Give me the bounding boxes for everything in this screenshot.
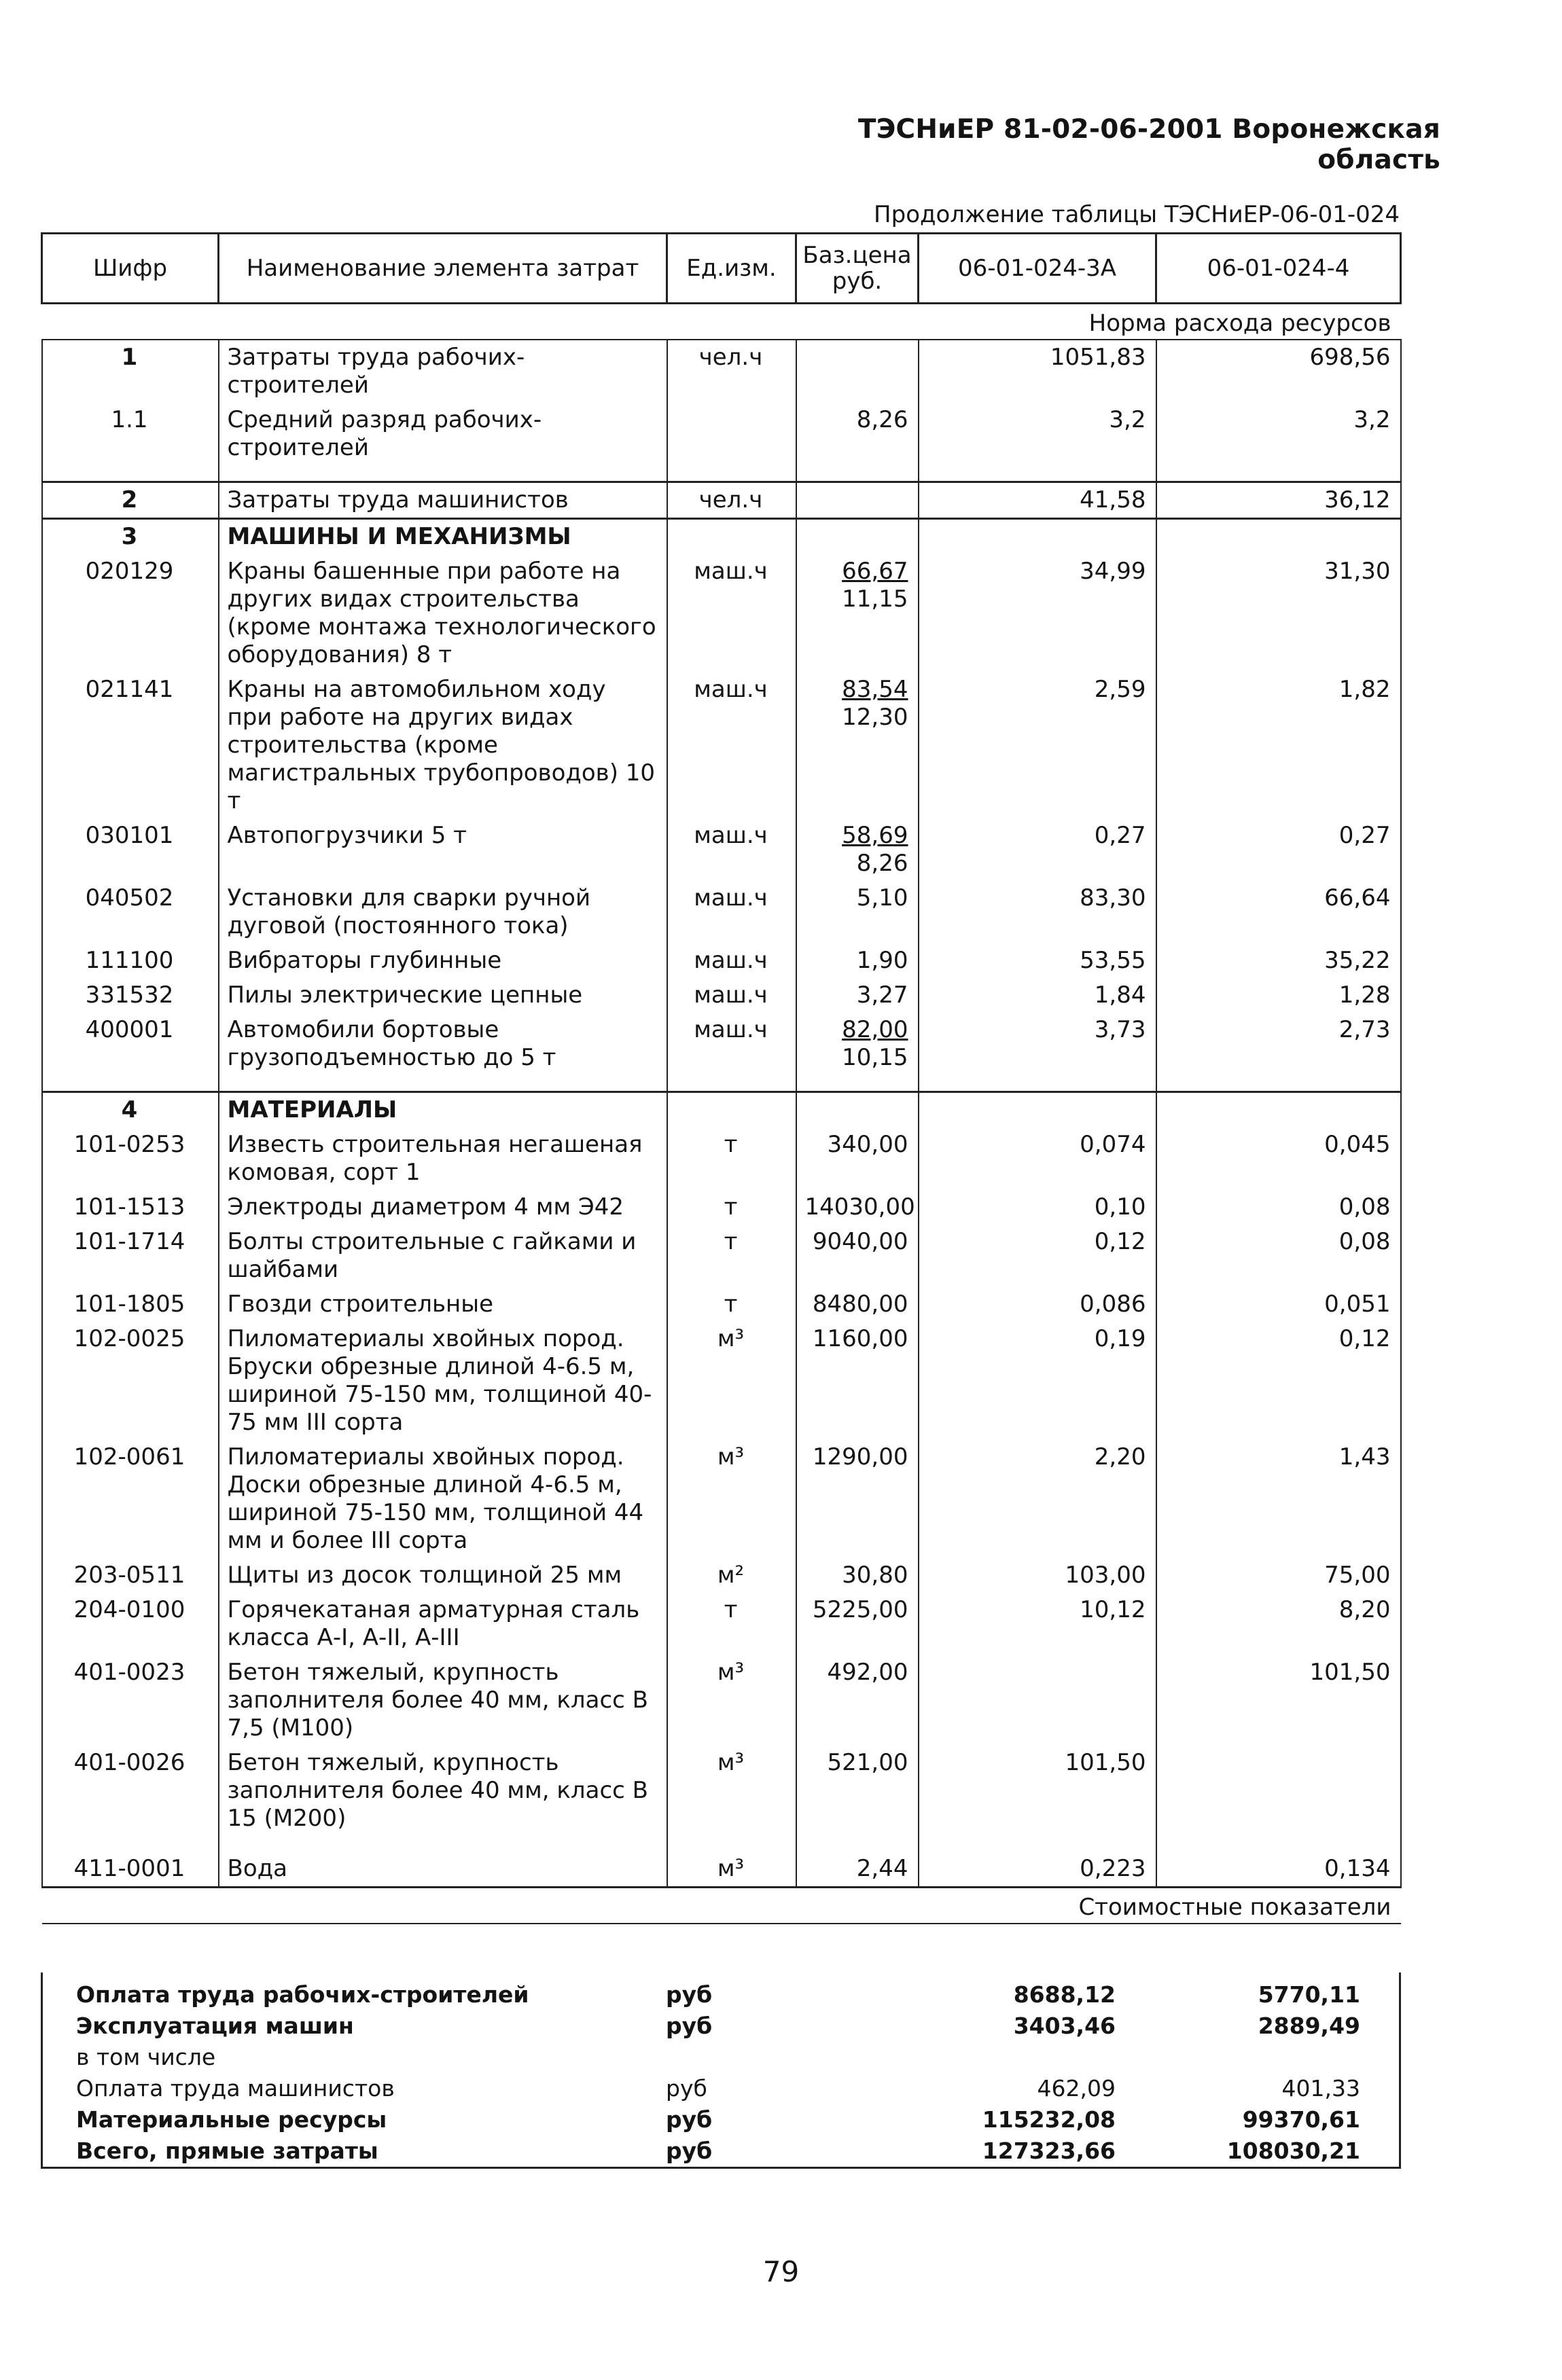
row-value-a: 0,10 (919, 1190, 1156, 1225)
row-value-a: 1051,83 (919, 340, 1156, 403)
total-value-a: 462,09 (1037, 2075, 1116, 2102)
total-value-a: 127323,66 (982, 2138, 1116, 2164)
empty-cell (667, 519, 796, 555)
column-header-unit: Ед.изм. (667, 234, 796, 304)
row-name: Затраты труда машинистов (219, 482, 667, 519)
empty-cell (667, 1092, 796, 1128)
row-unit: маш.ч (667, 818, 796, 881)
row-code: 204-0100 (42, 1593, 219, 1655)
table-row (42, 1852, 1401, 1888)
row-name: Электроды диаметром 4 мм Э42 (219, 1190, 667, 1225)
row-name: Известь строительная негашеная комовая, сорт 1 (219, 1128, 667, 1190)
table-row (42, 1440, 1401, 1558)
row-value-b: 698,56 (1156, 340, 1401, 403)
table-row (42, 1593, 1401, 1655)
total-label: Материальные ресурсы (76, 2106, 387, 2133)
row-price (796, 554, 919, 672)
row-price (796, 818, 919, 881)
row-code: 2 (42, 482, 219, 519)
row-code: 101-1805 (42, 1287, 219, 1322)
row-value-a: 101,50 (919, 1746, 1156, 1852)
row-value-a: 0,223 (919, 1852, 1156, 1888)
table-row (42, 1558, 1401, 1593)
row-unit: м³ (667, 1655, 796, 1746)
totals-table (41, 1979, 1400, 2167)
norm-label: Норма расхода ресурсов (42, 304, 1401, 340)
section-title: МАШИНЫ И МЕХАНИЗМЫ (219, 519, 667, 555)
row-value-a: 1,84 (919, 978, 1156, 1013)
row-code: 020129 (42, 554, 219, 672)
total-value-b: 2889,49 (1258, 2013, 1360, 2039)
row-name: Болты строительные с гайками и шайбами (219, 1225, 667, 1287)
row-name: Затраты труда рабочих-строителей (219, 340, 667, 403)
total-row (41, 2135, 1400, 2167)
row-name: Установки для сварки ручной дуговой (постоянного тока) (219, 881, 667, 943)
row-unit: м³ (667, 1852, 796, 1888)
row-value-b: 0,134 (1156, 1852, 1401, 1888)
column-header-code: Шифр (42, 234, 219, 304)
empty-cell (919, 1092, 1156, 1128)
total-value-b: 108030,21 (1226, 2138, 1360, 2164)
table-row (42, 1746, 1401, 1852)
row-value-b: 1,82 (1156, 672, 1401, 818)
cost-section-row (42, 1888, 1401, 1924)
empty-cell (796, 1092, 919, 1128)
row-price: 521,00 (796, 1746, 919, 1852)
total-row (41, 2104, 1400, 2135)
total-unit: руб (666, 2106, 713, 2133)
total-row (41, 2073, 1400, 2104)
table-row (42, 881, 1401, 943)
table-header-row (42, 234, 1401, 304)
price-value: 1,90 (856, 947, 908, 974)
row-code: 021141 (42, 672, 219, 818)
row-value-a: 0,27 (919, 818, 1156, 881)
row-value-b: 66,64 (1156, 881, 1401, 943)
row-unit: т (667, 1287, 796, 1322)
row-value-a: 2,59 (919, 672, 1156, 818)
row-value-b: 0,12 (1156, 1322, 1401, 1440)
row-value-b: 8,20 (1156, 1593, 1401, 1655)
row-code: 401-0026 (42, 1746, 219, 1852)
section-code: 4 (42, 1092, 219, 1128)
row-code: 400001 (42, 1013, 219, 1092)
row-price: 1160,00 (796, 1322, 919, 1440)
row-code: 102-0061 (42, 1440, 219, 1558)
norm-section-row (42, 304, 1401, 340)
row-price (796, 881, 919, 943)
total-value-b: 401,33 (1281, 2075, 1360, 2102)
row-unit: чел.ч (667, 340, 796, 403)
column-header-col-a: 06-01-024-3А (919, 234, 1156, 304)
page-header: ТЭСНиЕР 81-02-06-2001 Воронежская область (857, 114, 1440, 175)
row-unit: т (667, 1225, 796, 1287)
row-value-a: 0,086 (919, 1287, 1156, 1322)
table-row (42, 1322, 1401, 1440)
row-value-b: 1,28 (1156, 978, 1401, 1013)
empty-cell (919, 519, 1156, 555)
section-code: 3 (42, 519, 219, 555)
row-code: 040502 (42, 881, 219, 943)
row-value-b (1156, 1746, 1401, 1852)
total-value-b: 5770,11 (1258, 1981, 1360, 2008)
row-unit: м³ (667, 1440, 796, 1558)
table-row (42, 943, 1401, 978)
price-value: 3,27 (856, 981, 908, 1009)
materials-section-row (42, 1092, 1401, 1128)
row-value-a: 83,30 (919, 881, 1156, 943)
total-value-a: 115232,08 (982, 2106, 1116, 2133)
column-header-col-b: 06-01-024-4 (1156, 234, 1401, 304)
row-name: Гвозди строительные (219, 1287, 667, 1322)
row-value-a: 0,074 (919, 1128, 1156, 1190)
row-name: Пиломатериалы хвойных пород. Доски обрезные длиной 4-6.5 м, шириной 75-150 мм, толщиной 44 мм и более III сорта (219, 1440, 667, 1558)
table-row (42, 672, 1401, 818)
price-value: 66,67 (842, 558, 908, 585)
table-row (42, 978, 1401, 1013)
row-value-b: 31,30 (1156, 554, 1401, 672)
table-row (42, 1013, 1401, 1092)
total-value-a: 3403,46 (1013, 2013, 1116, 2039)
total-value-b (1155, 2042, 1400, 2073)
row-code: 401-0023 (42, 1655, 219, 1746)
row-code: 1.1 (42, 403, 219, 482)
row-code: 111100 (42, 943, 219, 978)
row-value-b: 35,22 (1156, 943, 1401, 978)
total-label: Оплата труда машинистов (76, 2075, 395, 2102)
section-title: МАТЕРИАЛЫ (219, 1092, 667, 1128)
total-value-a: 8688,12 (1013, 1981, 1116, 2008)
total-unit: руб (666, 2013, 713, 2039)
total-row (41, 2042, 1400, 2073)
row-value-b: 1,43 (1156, 1440, 1401, 1558)
row-value-b: 3,2 (1156, 403, 1401, 482)
column-header-price: Баз.цена руб. (796, 234, 919, 304)
row-unit: м³ (667, 1746, 796, 1852)
row-unit: маш.ч (667, 881, 796, 943)
row-unit: т (667, 1128, 796, 1190)
row-price: 8480,00 (796, 1287, 919, 1322)
row-code: 101-1714 (42, 1225, 219, 1287)
row-value-a: 0,12 (919, 1225, 1156, 1287)
row-value-a: 34,99 (919, 554, 1156, 672)
table-row (42, 1655, 1401, 1746)
price-machinist-part: 11,15 (842, 585, 908, 613)
row-name: Бетон тяжелый, крупность заполнителя более 40 мм, класс В 15 (М200) (219, 1746, 667, 1852)
total-label: Всего, прямые затраты (76, 2138, 378, 2164)
row-code: 203-0511 (42, 1558, 219, 1593)
cost-label: Стоимостные показатели (42, 1888, 1401, 1924)
row-price: 9040,00 (796, 1225, 919, 1287)
row-price (796, 1013, 919, 1092)
row-price: 492,00 (796, 1655, 919, 1746)
price-machinist-part: 8,26 (856, 850, 908, 877)
row-price: 340,00 (796, 1128, 919, 1190)
row-price: 8,26 (796, 403, 919, 482)
row-name: Автопогрузчики 5 т (219, 818, 667, 881)
total-label: Эксплуатация машин (76, 2013, 354, 2039)
row-unit: м³ (667, 1322, 796, 1440)
total-row (41, 1979, 1400, 2011)
price-value: 82,00 (842, 1016, 908, 1043)
total-value-b: 99370,61 (1242, 2106, 1360, 2133)
total-row (41, 2011, 1400, 2042)
table-caption: Продолжение таблицы ТЭСНиЕР-06-01-024 (874, 201, 1400, 228)
row-unit: м² (667, 1558, 796, 1593)
row-price: 30,80 (796, 1558, 919, 1593)
row-name: Пилы электрические цепные (219, 978, 667, 1013)
row-unit: т (667, 1190, 796, 1225)
row-name: Горячекатаная арматурная сталь класса А-I, А-II, А-III (219, 1593, 667, 1655)
row-value-a: 0,19 (919, 1322, 1156, 1440)
row-name: Пиломатериалы хвойных пород. Бруски обрезные длиной 4-6.5 м, шириной 75-150 мм, толщиной 40-75 мм III сорта (219, 1322, 667, 1440)
empty-cell (796, 519, 919, 555)
row-name: Вибраторы глубинные (219, 943, 667, 978)
row-code: 1 (42, 340, 219, 403)
total-label: в том числе (76, 2044, 216, 2070)
row-price: 14030,00 (796, 1190, 919, 1225)
total-unit: руб (666, 2138, 713, 2164)
table-row (42, 1287, 1401, 1322)
row-code: 411-0001 (42, 1852, 219, 1888)
row-price (796, 482, 919, 519)
row-value-b: 2,73 (1156, 1013, 1401, 1092)
table-row (42, 340, 1401, 403)
row-value-b: 36,12 (1156, 482, 1401, 519)
row-price (796, 943, 919, 978)
price-value: 83,54 (842, 676, 908, 703)
empty-cell (1156, 519, 1401, 555)
price-value: 58,69 (842, 822, 908, 849)
row-unit: чел.ч (667, 482, 796, 519)
price-value: 5,10 (856, 884, 908, 912)
row-unit: маш.ч (667, 1013, 796, 1092)
row-price (796, 672, 919, 818)
total-value-a (917, 2042, 1155, 2073)
row-value-b: 0,045 (1156, 1128, 1401, 1190)
row-code: 331532 (42, 978, 219, 1013)
total-unit: руб (666, 1981, 713, 2008)
row-value-b: 75,00 (1156, 1558, 1401, 1593)
table-row (42, 1225, 1401, 1287)
row-price (796, 340, 919, 403)
row-value-b: 0,051 (1156, 1287, 1401, 1322)
row-value-a: 3,73 (919, 1013, 1156, 1092)
table-row (42, 818, 1401, 881)
table-row (42, 554, 1401, 672)
machines-section-row (42, 519, 1401, 555)
row-value-a: 10,12 (919, 1593, 1156, 1655)
row-value-a: 103,00 (919, 1558, 1156, 1593)
row-code: 030101 (42, 818, 219, 881)
row-unit: маш.ч (667, 978, 796, 1013)
column-header-name: Наименование элемента затрат (219, 234, 667, 304)
row-value-b: 0,08 (1156, 1190, 1401, 1225)
table-row (42, 482, 1401, 519)
row-unit: т (667, 1593, 796, 1655)
row-code: 102-0025 (42, 1322, 219, 1440)
row-name: Бетон тяжелый, крупность заполнителя более 40 мм, класс В 7,5 (М100) (219, 1655, 667, 1746)
total-label: Оплата труда рабочих-строителей (76, 1981, 529, 2008)
row-name: Средний разряд рабочих-строителей (219, 403, 667, 482)
row-value-a: 41,58 (919, 482, 1156, 519)
row-unit (667, 403, 796, 482)
row-value-b: 101,50 (1156, 1655, 1401, 1746)
row-name: Автомобили бортовые грузоподъемностью до 5 т (219, 1013, 667, 1092)
table-row (42, 1190, 1401, 1225)
row-name: Вода (219, 1852, 667, 1888)
row-value-a: 3,2 (919, 403, 1156, 482)
row-name: Щиты из досок толщиной 25 мм (219, 1558, 667, 1593)
empty-cell (1156, 1092, 1401, 1128)
row-price: 5225,00 (796, 1593, 919, 1655)
total-unit: руб (666, 2075, 707, 2102)
price-machinist-part: 10,15 (842, 1044, 908, 1071)
row-price (796, 978, 919, 1013)
total-unit (666, 2042, 917, 2073)
row-code: 101-1513 (42, 1190, 219, 1225)
row-price: 2,44 (796, 1852, 919, 1888)
row-unit: маш.ч (667, 554, 796, 672)
row-value-b: 0,08 (1156, 1225, 1401, 1287)
price-machinist-part: 12,30 (842, 704, 908, 731)
row-value-b: 0,27 (1156, 818, 1401, 881)
row-name: Краны на автомобильном ходу при работе на других видах строительства (кроме магистральных трубопроводов) 10 т (219, 672, 667, 818)
row-name: Краны башенные при работе на других видах строительства (кроме монтажа технологического оборудования) 8 т (219, 554, 667, 672)
row-unit: маш.ч (667, 672, 796, 818)
page-number: 79 (762, 2255, 800, 2288)
row-value-a: 53,55 (919, 943, 1156, 978)
table-row (42, 1128, 1401, 1190)
table-row (42, 403, 1401, 482)
row-price: 1290,00 (796, 1440, 919, 1558)
row-unit: маш.ч (667, 943, 796, 978)
row-value-a: 2,20 (919, 1440, 1156, 1558)
resource-table (41, 232, 1402, 1924)
row-value-a (919, 1655, 1156, 1746)
row-code: 101-0253 (42, 1128, 219, 1190)
